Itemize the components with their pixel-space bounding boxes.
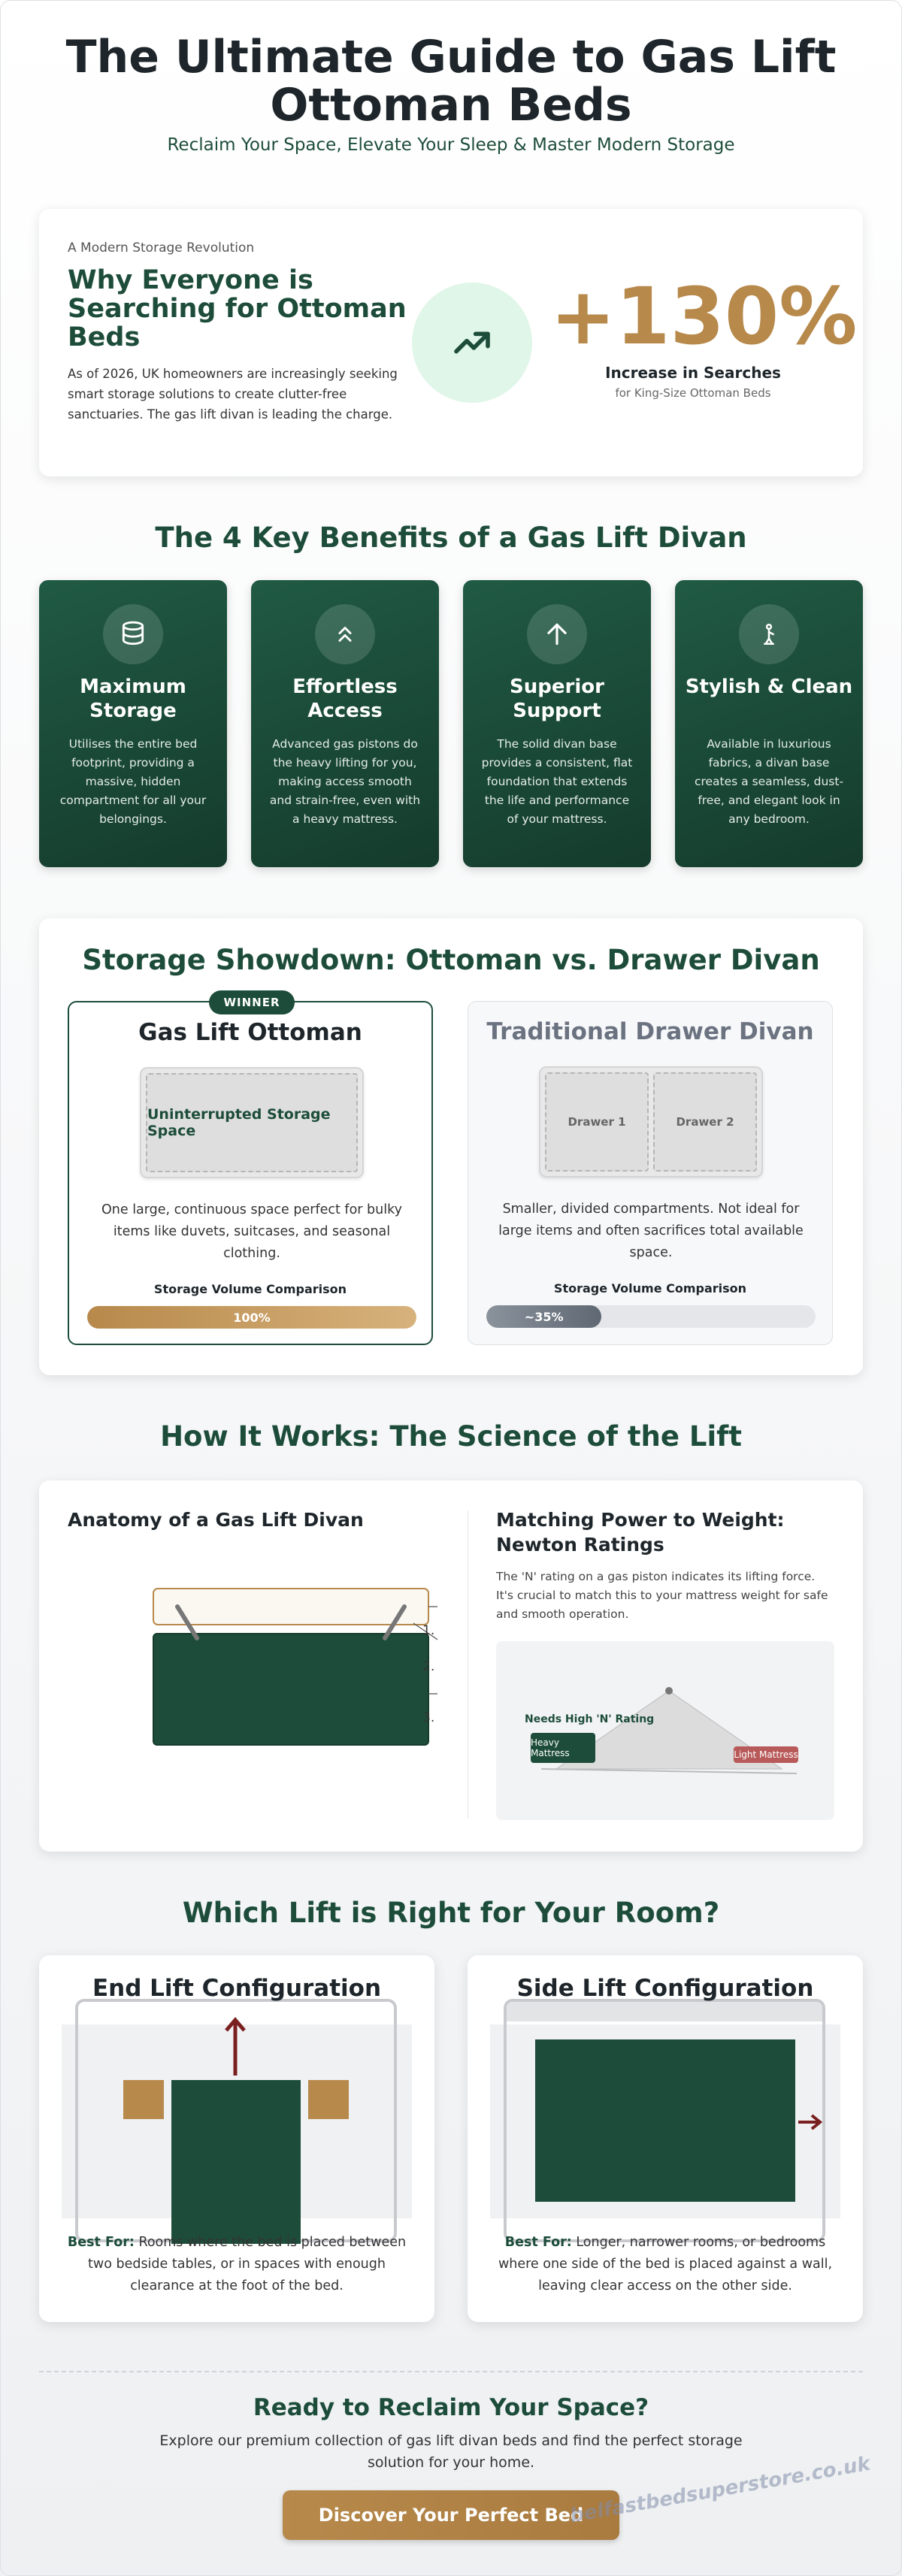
- lift-title: Which Lift is Right for Your Room?: [182, 1897, 720, 1929]
- drawer-volume-fill: ~35%: [486, 1305, 601, 1328]
- benefit-body: The solid divan base provides a consistent, flat foundation that extends the life and performance of your mattress.: [481, 737, 633, 826]
- stat-value: +130%: [550, 271, 858, 362]
- end-lift-title: End Lift Configuration: [92, 1975, 382, 2002]
- benefit-body: Available in luxurious fabrics, a divan base creates a seamless, dust-free, and elegant look in any bedroom.: [694, 737, 844, 826]
- newton-body: The 'N' rating on a gas piston indicates its lifting force. It's crucial to match this to your mattress weight for safe and smooth operation.: [496, 1570, 828, 1621]
- intro-card: [39, 209, 863, 476]
- bedside-table-right: [308, 2080, 349, 2119]
- best-for-text: Rooms where the bed is placed between two bedside tables, or in spaces with enough clearance at the foot of the bed.: [88, 2235, 407, 2293]
- trending-up-icon: [412, 283, 532, 403]
- side-lift-card: [468, 1955, 863, 2322]
- drawer-volume-bar: [486, 1305, 816, 1328]
- drawer-2: Drawer 2: [653, 1072, 757, 1172]
- best-for-text: Longer, narrower rooms, or bedrooms where one side of the bed is placed against a wall, leaving clear access on the other side.: [498, 2235, 833, 2293]
- newton-balance-graphic: [496, 1641, 834, 1820]
- ottoman-description: One large, continuous space perfect for bulky items like duvets, suitcases, and seasonal clothing.: [101, 1202, 402, 1261]
- ottoman-storage-diagram: [140, 1067, 364, 1178]
- best-for-label: Best For:: [504, 2235, 572, 2250]
- benefit-title: Stylish & Clean: [685, 676, 853, 698]
- best-for-label: Best For:: [67, 2235, 135, 2250]
- side-lift-best-for: [487, 2232, 843, 2297]
- light-mattress-block: Light Mattress: [734, 1746, 798, 1763]
- discover-bed-button[interactable]: Discover Your Perfect Bed: [283, 2490, 619, 2540]
- benefit-title: Maximum Storage: [80, 676, 186, 722]
- side-lift-bed: [535, 2039, 795, 2202]
- ottoman-volume-fill: 100%: [87, 1306, 416, 1329]
- benefit-card: [675, 580, 863, 867]
- end-lift-card: [39, 1955, 434, 2322]
- sparkle-icon: [739, 604, 799, 664]
- side-lift-title: Side Lift Configuration: [516, 1975, 814, 2002]
- page-subtitle: Reclaim Your Space, Elevate Your Sleep & Master Modern Storage: [167, 135, 735, 155]
- showdown-title: Storage Showdown: Ottoman vs. Drawer Divan: [82, 944, 820, 976]
- needs-high-n-label: Needs High 'N' Rating: [525, 1713, 655, 1725]
- benefit-card: [39, 580, 227, 867]
- cta-body: Explore our premium collection of gas lift divan beds and find the perfect storage solution for your home.: [159, 2432, 743, 2471]
- ottoman-column: [68, 996, 433, 1345]
- benefit-title: Superior Support: [510, 676, 604, 722]
- drawer-storage-diagram: [539, 1066, 763, 1178]
- divan-base: [153, 1634, 428, 1745]
- uninterrupted-storage-label: Uninterrupted Storage Space: [146, 1073, 358, 1172]
- benefit-card: [463, 580, 651, 867]
- stat-sublabel: for King-Size Ottoman Beds: [615, 386, 771, 400]
- arrow-up-icon: [224, 2017, 247, 2077]
- intro-eyebrow: A Modern Storage Revolution: [68, 240, 255, 255]
- drawer-compare-label: Storage Volume Comparison: [553, 1281, 747, 1296]
- benefit-title: Effortless Access: [292, 676, 398, 722]
- how-title: How It Works: The Science of the Lift: [160, 1420, 742, 1453]
- cta-title: Ready to Reclaim Your Space?: [253, 2394, 649, 2421]
- anatomy-label-3: 3.: [422, 1710, 435, 1725]
- chevrons-up-icon: [315, 604, 375, 664]
- anatomy-label-1: 1.: [422, 1623, 435, 1638]
- heavy-mattress-block: Heavy Mattress: [531, 1733, 595, 1763]
- anatomy-title: Anatomy of a Gas Lift Divan: [68, 1509, 364, 1531]
- watermark: belfastbedsuperstore.co.uk: [568, 2452, 872, 2528]
- ottoman-compare-label: Storage Volume Comparison: [153, 1282, 347, 1296]
- anatomy-diagram: [107, 1586, 437, 1758]
- how-card: [39, 1480, 863, 1852]
- database-icon: [103, 604, 163, 664]
- anatomy-label-2: 2.: [422, 1659, 435, 1674]
- stat-label: Increase in Searches: [605, 364, 781, 382]
- arrow-right-icon: [797, 2113, 824, 2131]
- winner-badge: WINNER: [209, 990, 295, 1014]
- ottoman-title: Gas Lift Ottoman: [138, 1019, 362, 1046]
- section-divider: [39, 2371, 863, 2372]
- ottoman-volume-bar: [87, 1306, 416, 1329]
- showdown-card: [39, 918, 863, 1375]
- arrow-up-icon: [527, 604, 587, 664]
- intro-body: As of 2026, UK homeowners are increasingly seeking smart storage solutions to create clutter-free sanctuaries. The gas lift divan is leading the charge.: [68, 367, 398, 422]
- drawer-title: Traditional Drawer Divan: [486, 1018, 814, 1045]
- side-lift-wall: [507, 2002, 822, 2021]
- benefit-body: Utilises the entire bed footprint, providing a massive, hidden compartment for all your belongings.: [59, 737, 207, 826]
- benefits-title: The 4 Key Benefits of a Gas Lift Divan: [155, 522, 747, 554]
- end-lift-best-for: [59, 2232, 415, 2297]
- drawer-1: Drawer 1: [545, 1072, 649, 1172]
- page-title: The Ultimate Guide to Gas Lift Ottoman Beds: [65, 31, 837, 132]
- drawer-column: [468, 1001, 833, 1345]
- mattress-platform: [153, 1589, 428, 1625]
- intro-heading: Why Everyone is Searching for Ottoman Beds: [68, 265, 407, 352]
- benefit-card: [251, 580, 439, 867]
- drawer-description: Smaller, divided compartments. Not ideal for large items and often sacrifices total available space.: [498, 1202, 804, 1260]
- benefit-body: Advanced gas pistons do the heavy lifting for you, making access smooth and strain-free, even with a heavy mattress.: [269, 737, 421, 826]
- bedside-table-left: [123, 2080, 164, 2119]
- newton-title: Matching Power to Weight: Newton Ratings: [496, 1509, 785, 1556]
- end-lift-bed: [171, 2080, 301, 2244]
